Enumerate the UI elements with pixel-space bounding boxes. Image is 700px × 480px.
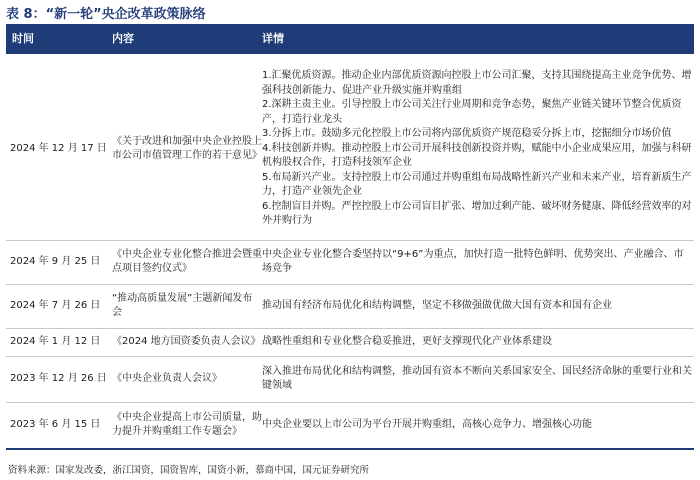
detail-item: 2.深耕主责主业。引导控股上市公司关注行业周期和竞争态势，聚焦产业链关键环节整合优质资产，打造行业龙头 bbox=[262, 99, 682, 125]
row-time: 2023 年 12 月 26 日 bbox=[10, 372, 107, 384]
row-time: 2024 年 9 月 25 日 bbox=[10, 255, 101, 267]
row-details bbox=[262, 328, 692, 356]
table-row bbox=[6, 356, 694, 403]
row-content: 《中央企业提高上市公司质量，助力提升并购重组工作专题会》 bbox=[112, 411, 262, 437]
detail-item: 4.科技创新并购。推动控股上市公司开展科技创新投资并购，赋能中小企业成果应用，加强与科研机构股权合作，打造科技领军企业 bbox=[262, 142, 692, 169]
row-content: 《关于改进和加强中央企业控股上市公司市值管理工作的若干意见》 bbox=[112, 135, 262, 161]
row-details bbox=[262, 402, 692, 448]
row-details bbox=[262, 284, 692, 328]
table-row bbox=[6, 240, 694, 285]
table-row bbox=[6, 58, 694, 241]
detail-item: 深入推进布局优化和结构调整，推动国有资本不断向关系国家安全、国民经济命脉的重要行业和关键领域 bbox=[262, 365, 692, 391]
table-header bbox=[6, 24, 694, 54]
detail-item: 战略性重组和专业化整合稳妥推进，更好支撑现代化产业体系建设 bbox=[262, 335, 552, 347]
header-time: 时间 bbox=[12, 32, 34, 45]
detail-item: 3.分拆上市。鼓励多元化控股上市公司将内部优质资产规范稳妥分拆上市，挖掘细分市场价值 bbox=[262, 128, 672, 140]
header-details: 详情 bbox=[262, 32, 284, 45]
row-content: 《2024 地方国资委负责人会议》 bbox=[112, 335, 261, 347]
row-time: 2024 年 7 月 26 日 bbox=[10, 299, 101, 311]
table-row bbox=[6, 402, 694, 450]
row-content: 《中央企业负责人会议》 bbox=[112, 372, 222, 384]
row-details bbox=[262, 240, 692, 284]
row-time: 2024 年 12 月 17 日 bbox=[10, 142, 107, 154]
row-content: “推动高质量发展”主题新闻发布会 bbox=[112, 292, 253, 318]
row-time: 2023 年 6 月 15 日 bbox=[10, 418, 101, 430]
detail-item: 6.控制盲目并购。严控控股上市公司盲目扩张、增加过剩产能、破坏财务健康、降低经营效率的对外并购行为 bbox=[262, 200, 692, 227]
detail-item: 1.汇聚优质资源。推动企业内部优质资源向控股上市公司汇聚，支持其围绕提高主业竞争优势、增强科技创新能力、促进产业升级实施并购重组 bbox=[262, 70, 692, 96]
row-details bbox=[262, 356, 692, 402]
table-title: 表 8：“新一轮”央企改革政策脉络 bbox=[6, 7, 206, 22]
source-note: 资料来源：国家发改委，浙江国资，国资智库，国资小新，慕商中国，国元证券研究所 bbox=[8, 465, 370, 476]
row-time: 2024 年 1 月 12 日 bbox=[10, 335, 101, 347]
detail-item: 5.布局新兴产业。支持控股上市公司通过并购重组布局战略性新兴产业和未来产业，培育新质生产力，打造产业领先企业 bbox=[262, 171, 692, 198]
detail-item: 中央企业要以上市公司为平台开展并购重组，高核心竞争力、增强核心功能 bbox=[262, 418, 592, 430]
header-content: 内容 bbox=[112, 32, 134, 45]
table-row bbox=[6, 284, 694, 329]
row-details bbox=[262, 58, 692, 240]
detail-item: 推动国有经济布局优化和结构调整，坚定不移做强做优做大国有资本和国有企业 bbox=[262, 299, 612, 311]
detail-item: 中央企业专业化整合委坚持以“9+6”为重点，加快打造一批特色鲜明、优势突出、产业融合、市场竞争 bbox=[262, 248, 684, 274]
table-row bbox=[6, 328, 694, 357]
row-content: 《中央企业专业化整合推进会暨重点项目签约仪式》 bbox=[112, 248, 262, 274]
